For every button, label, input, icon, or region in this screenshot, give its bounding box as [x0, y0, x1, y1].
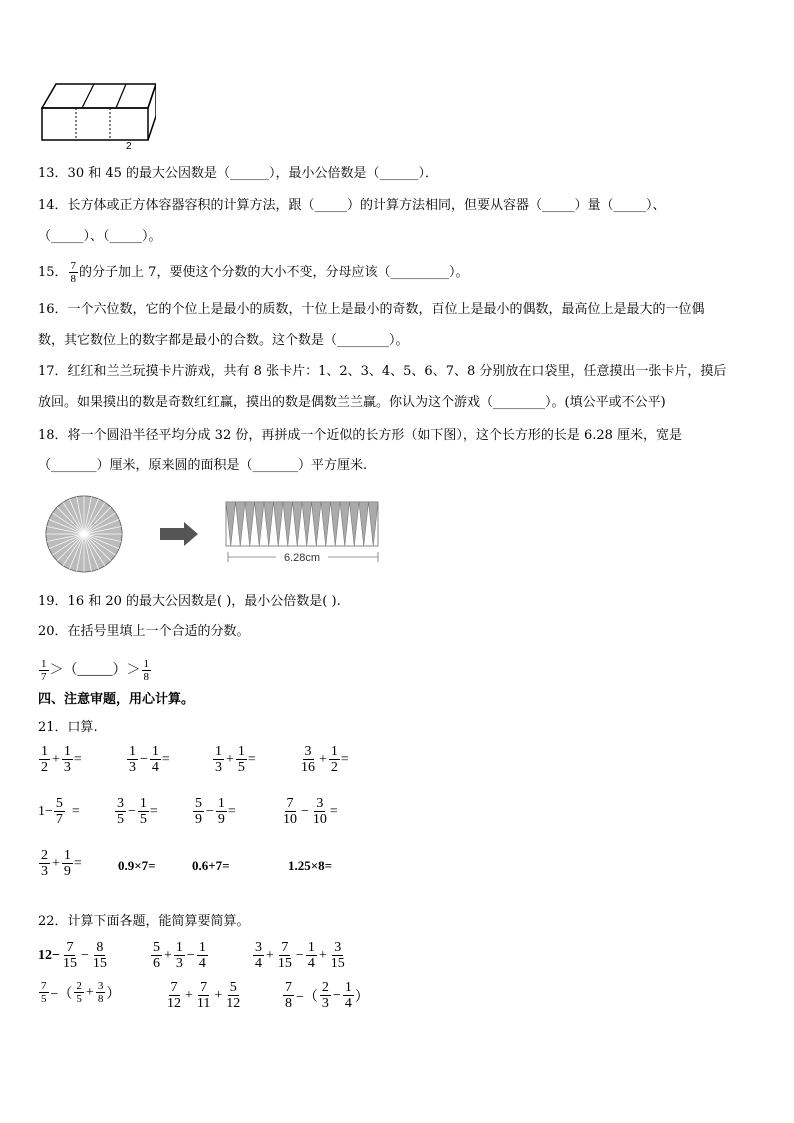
q21-r3-e2: 0.9×7= [118, 858, 156, 873]
q21-r1-e3: $\frac{1}{3}$ + $\frac{1}{5}$ = [215, 744, 256, 775]
question-16-line2: 数，其它数位上的数字都是最小的合数。这个数是（________）。 [38, 333, 409, 348]
q21-r2-e3: $\frac{5}{9}$ − $\frac{1}{9}$ = [195, 796, 236, 827]
question-15 [38, 258, 468, 288]
cuboid-figure [36, 78, 156, 150]
question-18-line1: 18．将一个圆沿半径平均分成 32 份，再拼成一个近似的长方形（如下图），这个长方形的长是 6.28 厘米，宽是 [38, 428, 683, 443]
question-16-line1: 16．一个六位数，它的个位上是最小的质数，十位上是最小的奇数，百位上是最小的偶数，最高位上是最大的一位偶 [38, 302, 705, 317]
approx-rectangle [226, 502, 378, 546]
q21-r1-e4: $\frac{3}{16}$ + $\frac{1}{2}$ = [301, 744, 349, 775]
q20-expression: $\frac{1}{7}$ ＞（_____）＞ $\frac{1}{8}$ [41, 658, 149, 684]
q22-e6: $\frac{7}{8}$ −（ $\frac{2}{3}$ − $\frac{1}{4}$ ） [285, 980, 369, 1011]
question-18-line2: （_______）厘米，原来圆的面积是（_______）平方厘米. [38, 458, 368, 473]
q21-r3-e3: 0.6+7= [192, 858, 230, 873]
question-14-line2: （_____）、（_____）。 [38, 229, 162, 244]
question-19: 19．16 和 20 的最大公因数是( )，最小公倍数是( ). [38, 594, 341, 609]
q21-r1-e2: $\frac{1}{3}$ − $\frac{1}{4}$ = [129, 744, 170, 775]
q21-r1-e1: $\frac{1}{2}$ + $\frac{1}{3}$ = [41, 744, 82, 775]
question-13: 13．30 和 45 的最大公因数是（______），最小公倍数是（______）． [38, 166, 439, 181]
arrow-icon [160, 522, 198, 546]
q22-e5: $\frac{7}{12}$ + $\frac{7}{11}$ + $\frac{5}{12}$ [167, 980, 241, 1011]
q15-text: 的分子加上 7，要使这个分数的大小不变，分母应该（_________）。 [79, 265, 469, 280]
box-label: 2 [126, 141, 132, 150]
sector-circle [46, 496, 122, 572]
q15-number: 15． [38, 265, 68, 280]
section-4-heading: 四、注意审题，用心计算。 [38, 692, 195, 707]
question-21-title: 21．口算. [38, 720, 98, 735]
circle-sectors-figure [36, 494, 386, 574]
question-17-line1: 17．红红和兰兰玩摸卡片游戏，共有 8 张卡片：1、2、3、4、5、6、7、8 分别放在口袋里，任意摸出一张卡片，摸后 [38, 364, 727, 379]
rect-length-label: 6.28cm [283, 552, 321, 564]
q21-r3-e4: 1.25×8= [288, 858, 333, 873]
q22-e4: $\frac{7}{5}$ −（ $\frac{2}{5}$ + $\frac{3}{8}$ ） [41, 980, 121, 1005]
question-20: 20．在括号里填上一个合适的分数。 [38, 624, 250, 639]
question-14-line1: 14．长方体或正方体容器容积的计算方法，跟（_____）的计算方法相同，但要从容器（_____）量（_____）、 [38, 198, 666, 213]
q22-e3: $\frac{3}{4}$ + $\frac{7}{15}$ − $\frac{1}{4}$ + $\frac{3}{15}$ [255, 940, 345, 971]
q21-r2-e2: $\frac{3}{5}$ − $\frac{1}{5}$ = [117, 796, 158, 827]
q21-r2-e4: $\frac{7}{10}$ − $\frac{3}{10}$ = [283, 796, 338, 827]
question-22-title: 22．计算下面各题，能简算要简算。 [38, 914, 250, 929]
q15-fraction: $\frac{7}{8}$ [70, 260, 77, 285]
q22-e2: $\frac{5}{6}$ + $\frac{1}{3}$ − $\frac{1}{4}$ [153, 940, 206, 971]
q21-r2-e1: 1− $\frac{5}{7}$ = [38, 796, 80, 827]
q22-e1: 12− $\frac{7}{15}$ − $\frac{8}{15}$ [38, 940, 107, 971]
q21-r3-e1: $\frac{2}{3}$ + $\frac{1}{9}$ = [41, 848, 82, 879]
question-17-line2: 放回。如果摸出的数是奇数红红赢，摸出的数是偶数兰兰赢。你认为这个游戏（________）。(填公平或不公平) [38, 395, 666, 410]
